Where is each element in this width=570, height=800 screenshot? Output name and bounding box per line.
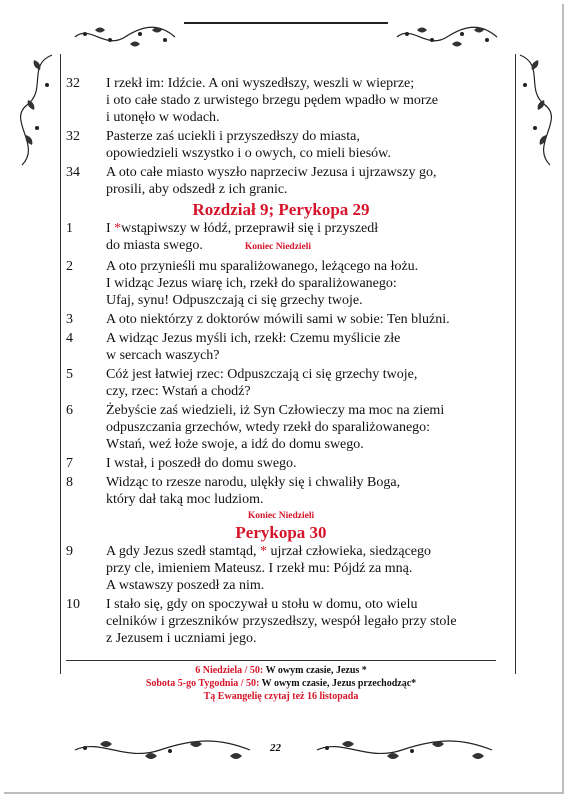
verse-line: z Jezusem i uczniami jego. — [106, 631, 257, 646]
verse — [66, 75, 496, 126]
asterisk-mark: * — [259, 544, 267, 559]
verse-line: A widząc Jezus myśli ich, rzekł: Czemu myślicie złe — [106, 331, 401, 346]
verse-text — [106, 75, 496, 126]
verse-text — [106, 330, 496, 364]
verse — [66, 543, 496, 594]
verse — [66, 258, 496, 309]
verse-number: 34 — [66, 165, 80, 180]
verse — [66, 220, 496, 256]
verse-line: Żebyście zaś wiedzieli, iż Syn Człowieczy ma moc na ziemi — [106, 403, 445, 418]
verse-text — [106, 366, 496, 400]
scripture-text — [66, 75, 496, 649]
verse-number: 7 — [66, 456, 73, 471]
footer-divider — [66, 660, 496, 661]
right-margin-line — [515, 54, 516, 674]
footer-day: Sobota 5-go Tygodnia / 50: — [145, 678, 260, 689]
verse-line: Pasterze zaś uciekli i przyszedłszy do miasta, — [106, 129, 360, 144]
top-divider — [184, 22, 388, 24]
verse-number: 8 — [66, 475, 73, 490]
page-number: 22 — [270, 742, 281, 754]
verse-text-part: wstąpiwszy w łódź, przeprawił się i przyszedł — [121, 221, 379, 236]
verse-text — [106, 258, 496, 309]
verse-text — [106, 220, 496, 256]
verse-number: 1 — [66, 221, 73, 236]
verse-line: Ufaj, synu! Odpuszczają ci się grzechy twoje. — [106, 293, 363, 308]
verse-text-part: ujrzał człowieka, siedzącego — [266, 544, 432, 559]
verse — [66, 330, 496, 364]
verse-text — [106, 311, 496, 328]
asterisk-mark: * — [114, 221, 122, 236]
left-margin-line — [60, 54, 61, 674]
verse-line: A oto całe miasto wyszło naprzeciw Jezusa i ujrzawszy go, — [106, 165, 437, 180]
verse-text — [106, 164, 496, 198]
verse-line: prosili, aby odszedł z ich granic. — [106, 182, 288, 197]
floral-border-bottom-right-icon — [312, 735, 497, 765]
verse-text-part: A gdy Jezus szedł stamtąd, — [106, 544, 260, 559]
verse-text — [106, 402, 496, 453]
verse-line: i utonęło w wodach. — [106, 110, 220, 125]
verse-line: I widząc Jezus wiarę ich, rzekł do sparaliżowanego: — [106, 276, 397, 291]
floral-corner-top-left-icon — [12, 50, 62, 170]
verse-text — [106, 543, 496, 594]
verse-line — [106, 220, 496, 237]
verse-line: przy cle, imieniem Mateusz. I rzekł mu: Pójdź za mną. — [106, 561, 413, 576]
verse-number: 2 — [66, 259, 73, 274]
verse-line: I rzekł im: Idźcie. A oni wyszedłszy, weszli w wieprze; — [106, 76, 415, 91]
verse-number: 6 — [66, 403, 73, 418]
verse-number: 4 — [66, 331, 73, 346]
verse-line: który dał taką moc ludziom. — [106, 492, 264, 507]
footer-incipit: W owym czasie, Jezus * — [263, 665, 367, 676]
verse — [66, 128, 496, 162]
verse-line: Widząc to rzesze narodu, ulękły się i chwaliły Boga, — [106, 475, 401, 490]
verse-number: 9 — [66, 544, 73, 559]
verse-line: I stało się, gdy on spoczywał u stołu w domu, oto wielu — [106, 597, 418, 612]
verse-text-part: do miasta swego. — [106, 238, 203, 253]
verse — [66, 474, 496, 508]
footer-day: 6 Niedziela / 50: — [195, 665, 264, 676]
verse-text-part: I — [106, 221, 115, 236]
verse-line: Wstań, weź łoże swoje, a idź do domu swego. — [106, 437, 364, 452]
verse-number: 3 — [66, 312, 73, 327]
verse-text — [106, 455, 496, 472]
verse-text — [106, 474, 496, 508]
verse-number: 32 — [66, 129, 80, 144]
verse-line: Cóż jest łatwiej rzec: Odpuszczają ci się grzechy twoje, — [106, 367, 418, 382]
floral-corner-top-right-icon — [510, 50, 560, 170]
verse-text — [106, 596, 496, 647]
verse-line — [106, 237, 496, 256]
pericope-heading: Perykopa 30 — [235, 523, 327, 542]
end-of-sunday-note: Koniec Niedzieli — [247, 511, 315, 521]
end-of-sunday-note: Koniec Niedzieli — [244, 242, 312, 252]
footer-note: Tą Ewangelię czytaj też 16 listopada — [203, 691, 359, 702]
footer-incipit: W owym czasie, Jezus przechodząc* — [259, 678, 417, 689]
verse-line: celników i grzeszników przyszedłszy, wespół legało przy stole — [106, 614, 457, 629]
verse-number: 10 — [66, 597, 80, 612]
verse — [66, 366, 496, 400]
verse — [66, 455, 496, 472]
floral-border-top-right-icon — [392, 22, 502, 52]
verse-line: opowiedzieli wszystko i o owych, co mieli biesów. — [106, 146, 391, 161]
verse — [66, 402, 496, 453]
floral-border-top-left-icon — [70, 22, 180, 52]
verse — [66, 596, 496, 647]
verse-line: odpuszczania grzechów, wtedy rzekł do sparaliżowanego: — [106, 420, 431, 435]
verse-line: i oto całe stado z urwistego brzegu pędem wpadło w morze — [106, 93, 439, 108]
floral-border-bottom-left-icon — [70, 735, 255, 765]
verse-line: czy, rzec: Wstań a chodź? — [106, 384, 251, 399]
verse-line: w sercach waszych? — [106, 348, 220, 363]
verse — [66, 311, 496, 328]
footer-line — [66, 664, 496, 677]
verse-line: A oto niektórzy z doktorów mówili sami w sobie: Ten bluźni. — [106, 312, 450, 327]
verse-line: A wstawszy poszedł za nim. — [106, 578, 265, 593]
verse-number: 5 — [66, 367, 73, 382]
verse — [66, 164, 496, 198]
verse-line: A oto przynieśli mu sparaliżowanego, leżącego na łożu. — [106, 259, 419, 274]
verse-text — [106, 128, 496, 162]
chapter-heading: Rozdział 9; Perykopa 29 — [192, 200, 370, 219]
verse-line — [106, 543, 496, 560]
footer-line — [66, 677, 496, 690]
verse-number: 32 — [66, 76, 80, 91]
liturgical-footer — [66, 664, 496, 703]
verse-line: I wstał, i poszedł do domu swego. — [106, 456, 297, 471]
